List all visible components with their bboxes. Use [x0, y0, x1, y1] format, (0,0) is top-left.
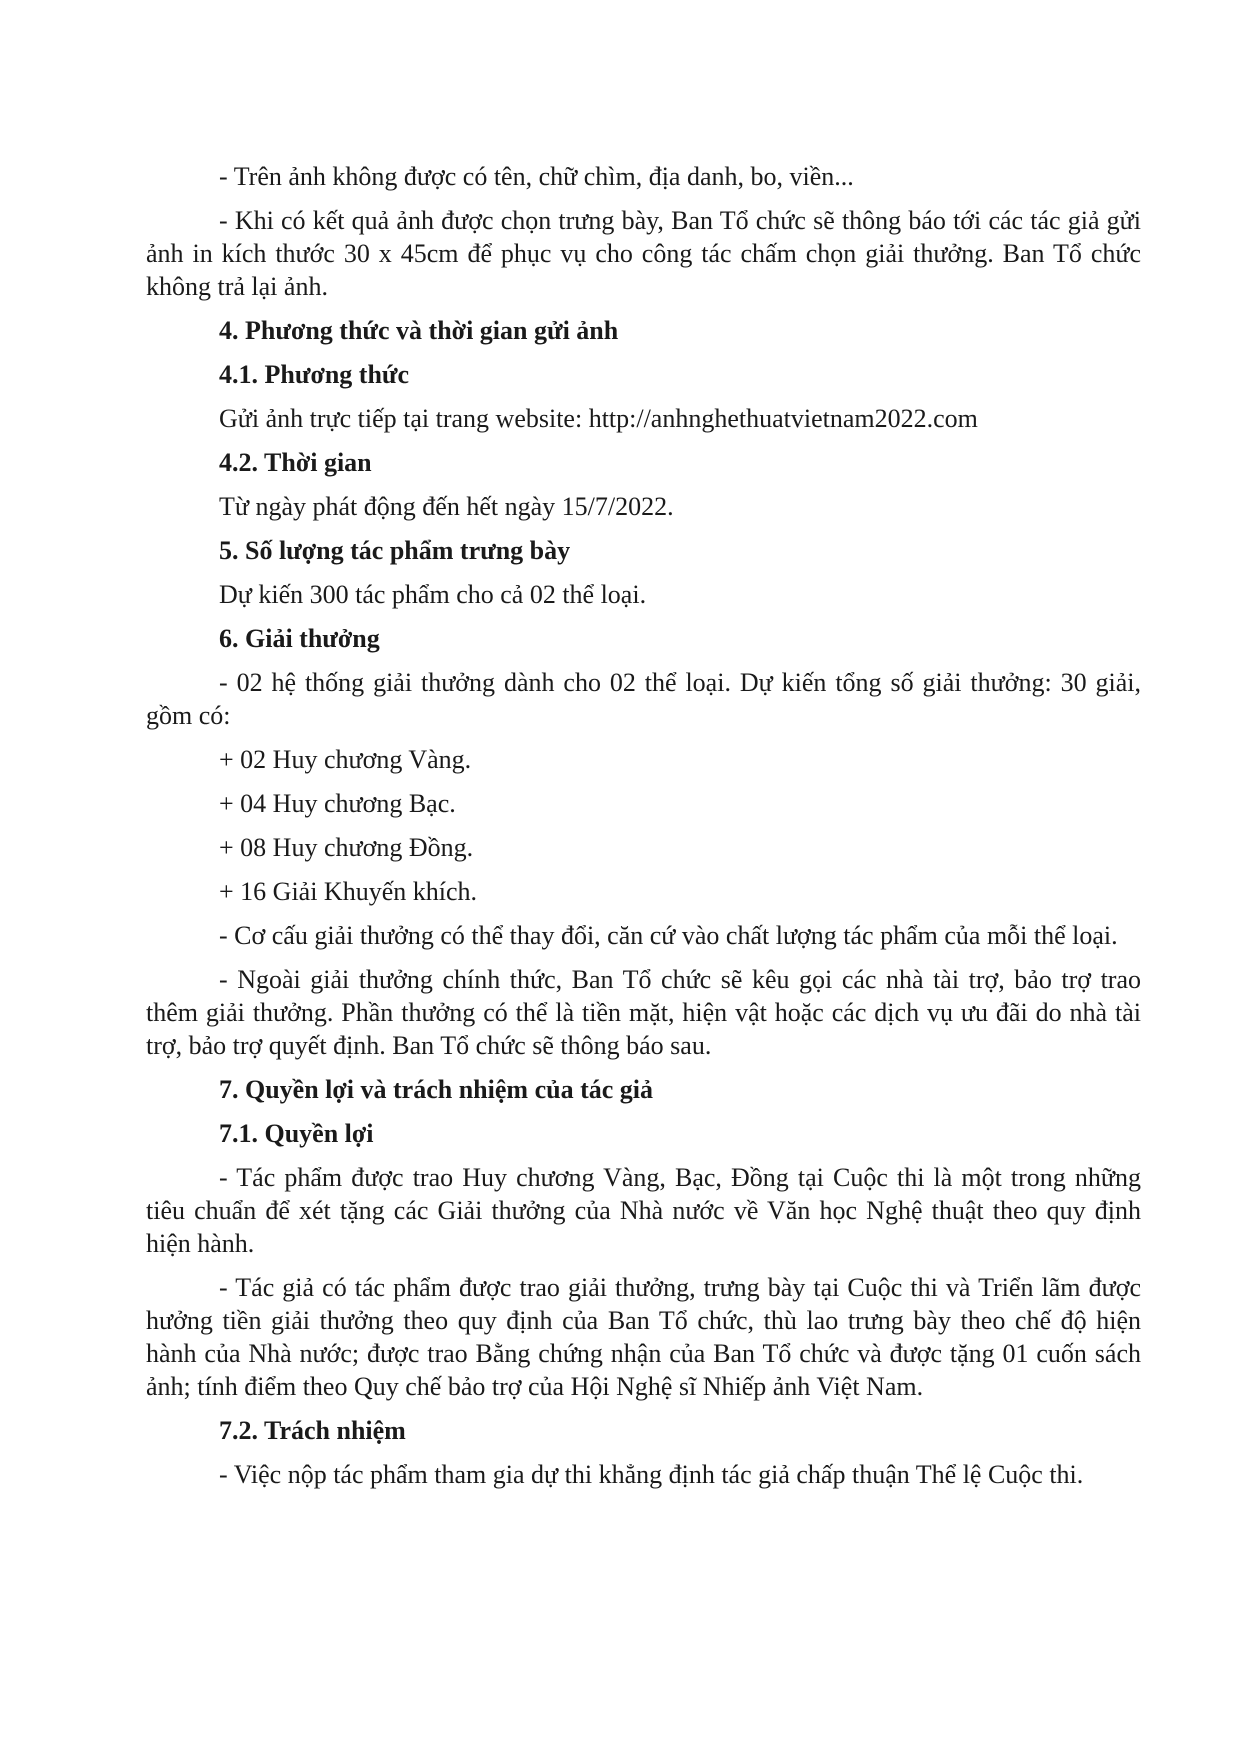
exhibit-count: Dự kiến 300 tác phẩm cho cả 02 thể loại. [219, 580, 647, 609]
rights-paragraph-2: - Tác giả có tác phẩm được trao giải thưởng, trưng bày tại Cuộc thi và Triển lãm được hưởng tiền giải thưởng theo quy định của Ban Tổ chức, thù lao trưng bày theo chế độ hiện hành của Nhà nước; được trao Bằng chứng nhận của Ban Tổ chức và được tặng 01 cuốn sách ảnh; tính điểm theo Quy chế bảo trợ của Hội Nghệ sĩ Nhiếp ảnh Việt Nam. [146, 1273, 1141, 1401]
section-7-heading: 7. Quyền lợi và trách nhiệm của tác giả [219, 1075, 653, 1104]
section-7-1-heading: 7.1. Quyền lợi [219, 1119, 374, 1148]
award-gold: + 02 Huy chương Vàng. [219, 745, 472, 774]
section-4-1-heading: 4.1. Phương thức [219, 360, 410, 389]
section-5-heading: 5. Số lượng tác phẩm trưng bày [219, 536, 571, 565]
submission-deadline: Từ ngày phát động đến hết ngày 15/7/2022. [219, 492, 674, 521]
submission-method: Gửi ảnh trực tiếp tại trang website: http://anhnghethuatvietnam2022.com [219, 404, 978, 433]
document-page [146, 160, 1141, 1502]
section-4-2-heading: 4.2. Thời gian [219, 448, 372, 477]
awards-structure-note: - Cơ cấu giải thưởng có thể thay đổi, căn cứ vào chất lượng tác phẩm của mỗi thể loại. [219, 921, 1118, 950]
rule-no-watermark: - Trên ảnh không được có tên, chữ chìm, địa danh, bo, viền... [219, 162, 854, 191]
awards-sponsors-note: - Ngoài giải thưởng chính thức, Ban Tổ chức sẽ kêu gọi các nhà tài trợ, bảo trợ trao thêm giải thưởng. Phần thưởng có thể là tiền mặt, hiện vật hoặc các dịch vụ ưu đãi do nhà tài trợ, bảo trợ quyết định. Ban Tổ chức sẽ thông báo sau. [146, 965, 1141, 1060]
award-silver: + 04 Huy chương Bạc. [219, 789, 456, 818]
rule-print-size: - Khi có kết quả ảnh được chọn trưng bày, Ban Tổ chức sẽ thông báo tới các tác giả gửi ảnh in kích thước 30 x 45cm để phục vụ cho công tác chấm chọn giải thưởng. Ban Tổ chức không trả lại ảnh. [146, 206, 1141, 301]
awards-overview: - 02 hệ thống giải thưởng dành cho 02 thể loại. Dự kiến tổng số giải thưởng: 30 giải, gồm có: [146, 668, 1141, 730]
award-bronze: + 08 Huy chương Đồng. [219, 833, 474, 862]
responsibility-paragraph-1: - Việc nộp tác phẩm tham gia dự thi khẳng định tác giả chấp thuận Thể lệ Cuộc thi. [219, 1460, 1084, 1489]
section-7-2-heading: 7.2. Trách nhiệm [219, 1416, 406, 1445]
section-6-heading: 6. Giải thưởng [219, 624, 380, 653]
section-4-heading: 4. Phương thức và thời gian gửi ảnh [219, 316, 619, 345]
award-encouragement: + 16 Giải Khuyến khích. [219, 877, 478, 906]
rights-paragraph-1: - Tác phẩm được trao Huy chương Vàng, Bạc, Đồng tại Cuộc thi là một trong những tiêu chuẩn để xét tặng các Giải thưởng của Nhà nước về Văn học Nghệ thuật theo quy định hiện hành. [146, 1163, 1141, 1258]
